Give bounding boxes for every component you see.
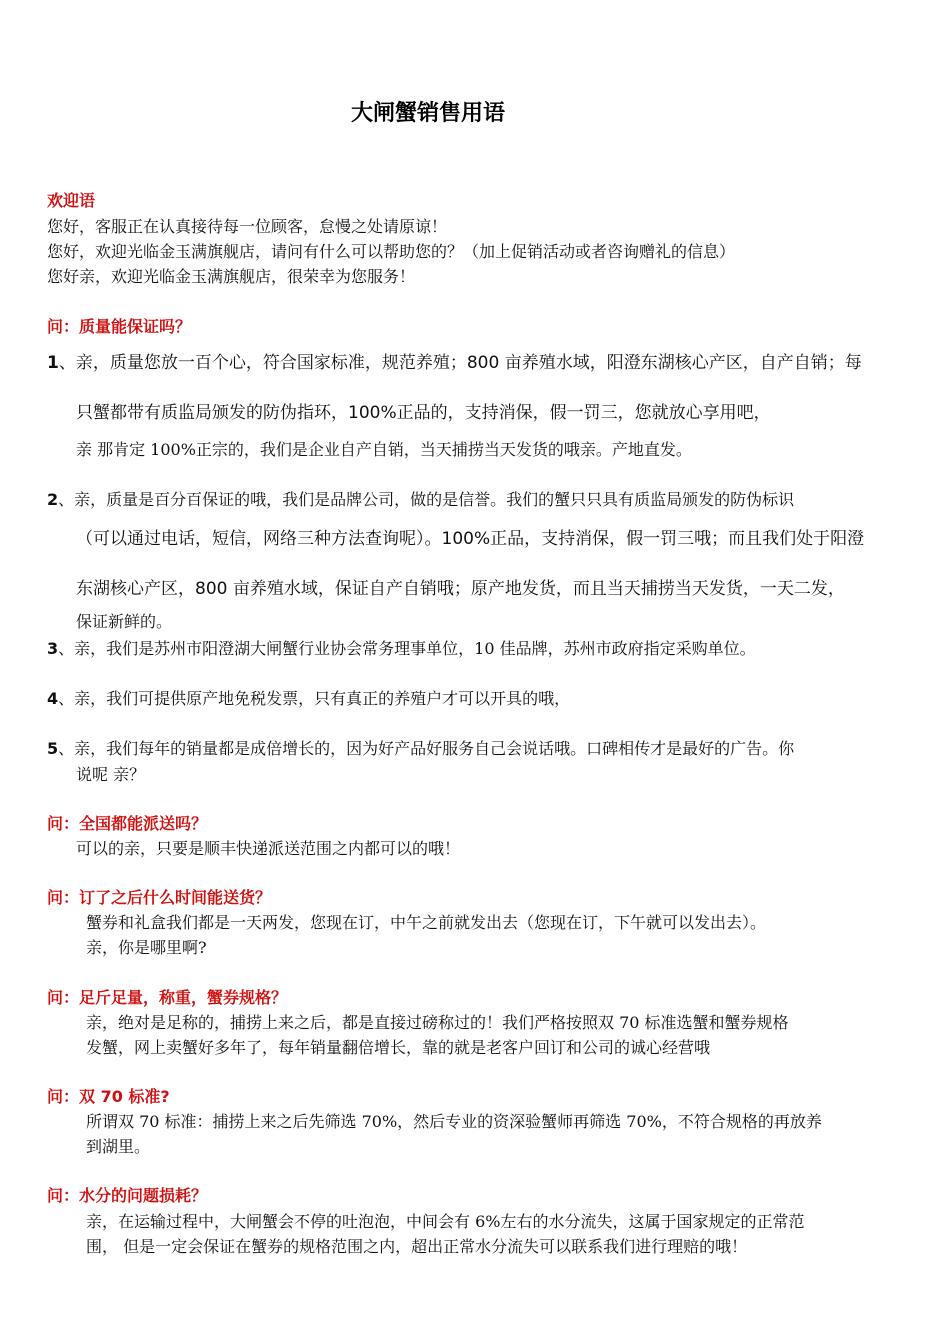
answer-5-number: 5 [47,739,59,758]
q3-heading: 问：订了之后什么时间能送货？ [47,888,272,907]
q5-heading: 问：双 70 标准? [47,1087,170,1106]
answer-1-line-2: 只蟹都带有质监局颁发的防伪指环，100%正品的，支持消保，假一罚三，您就放心享用吧， [76,403,771,423]
welcome-heading: 欢迎语 [47,191,96,210]
q1-heading: 问：质量能保证吗？ [47,317,192,336]
q6-answer-line-2: 围， 但是一定会保证在蟹券的规格范围之内，超出正常水分流失可以联系我们进行理赔的哦！ [86,1237,748,1256]
answer-5-line-1: 5、亲，我们每年的销量都是成倍增长的，因为好产品好服务自己会说话哦。口碑相传才是最好的广告。你 [47,739,795,758]
welcome-line-3: 您好亲，欢迎光临金玉满旗舰店，很荣幸为您服务！ [47,267,416,286]
welcome-line-2: 您好，欢迎光临金玉满旗舰店，请问有什么可以帮助您的？（加上促销活动或者咨询赠礼的信息） [47,242,736,261]
q5-answer-line-1: 所谓双 70 标准：捕捞上来之后先筛选 70%，然后专业的资深验蟹师再筛选 70%，不符合规格的再放养 [86,1112,822,1131]
answer-2-number: 2 [47,490,59,509]
answer-2-line-2: （可以通过电话，短信，网络三种方法查询呢）。100%正品，支持消保，假一罚三哦；而且我们处于阳澄 [76,529,865,549]
q5-answer-line-2: 到湖里。 [86,1137,151,1156]
answer-4-number: 4 [47,689,59,708]
answer-1-number: 1 [47,353,59,373]
answer-2-line-4: 保证新鲜的。 [76,612,173,631]
q4-answer-line-1: 亲，绝对是足称的，捕捞上来之后，都是直接过磅称过的！我们严格按照双 70 标准选蟹和蟹券规格 [86,1013,789,1032]
q4-answer-line-2: 发蟹，网上卖蟹好多年了，每年销量翻倍增长，靠的就是老客户回订和公司的诚心经营哦 [86,1038,711,1057]
q4-heading: 问：足斤足量，称重，蟹券规格？ [47,988,288,1007]
welcome-line-1: 您好，客服正在认真接待每一位顾客，怠慢之处请原谅！ [47,217,448,236]
answer-1-line-3: 亲 那肯定 100%正宗的，我们是企业自产自销，当天捕捞当天发货的哦亲。产地直发。 [76,440,692,459]
q3-answer-line-2: 亲，你是哪里啊? [86,938,207,957]
answer-5-line-2: 说呢 亲？ [76,765,146,784]
q2-answer-line-1: 可以的亲，只要是顺丰快递派送范围之内都可以的哦！ [76,839,461,858]
document-title: 大闸蟹销售用语 [350,101,505,126]
answer-2-line-3: 东湖核心产区，800 亩养殖水域，保证自产自销哦；原产地发货，而且当天捕捞当天发货，一天二发， [76,579,845,599]
q6-answer-line-1: 亲，在运输过程中，大闸蟹会不停的吐泡泡，中间会有 6%左右的水分流失，这属于国家规定的正常范 [86,1212,805,1231]
answer-3-line-1: 3、亲，我们是苏州市阳澄湖大闸蟹行业协会常务理事单位，10 佳品牌，苏州市政府指定采购单位。 [47,639,756,658]
answer-2-line-1: 2、亲，质量是百分百保证的哦，我们是品牌公司，做的是信誉。我们的蟹只只具有质监局颁发的防伪标识 [47,490,795,509]
q2-heading: 问：全国都能派送吗？ [47,814,208,833]
answer-1-line-1: 1、亲，质量您放一百个心，符合国家标准，规范养殖；800 亩养殖水域，阳澄东湖核心产区，自产自销；每 [47,353,862,373]
answer-4-line-1: 4、亲，我们可提供原产地免税发票，只有真正的养殖户才可以开具的哦， [47,689,571,708]
answer-3-number: 3 [47,639,59,658]
q6-heading: 问：水分的问题损耗？ [47,1186,208,1205]
q3-answer-line-1: 蟹券和礼盒我们都是一天两发，您现在订，中午之前就发出去（您现在订，下午就可以发出去）。 [86,913,767,932]
